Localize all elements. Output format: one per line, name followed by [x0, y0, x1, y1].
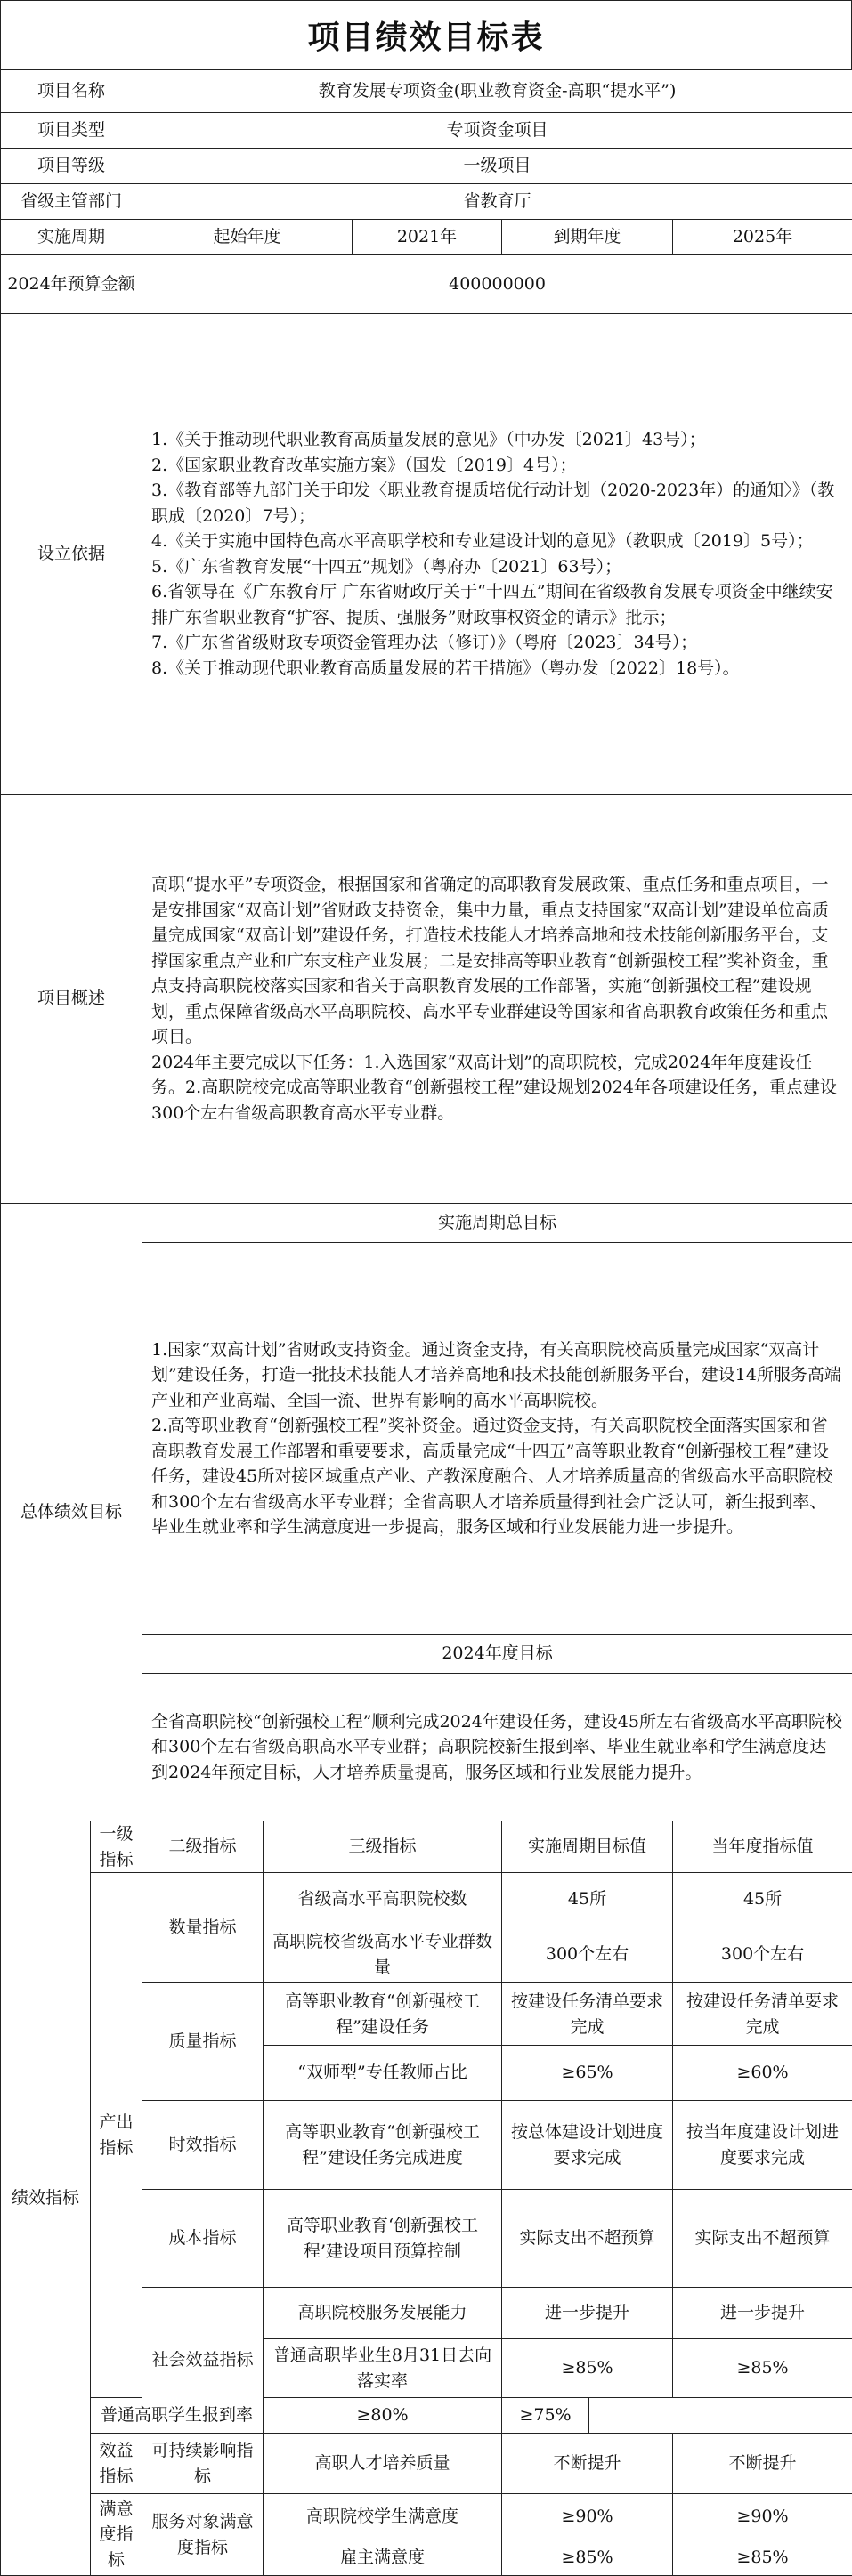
- table-row-period: 按建设任务清单要求完成: [502, 1983, 673, 2046]
- project-name-value: 教育发展专项资金(职业教育资金-高职“提水平”): [142, 70, 852, 113]
- table-row-year: 45所: [673, 1873, 852, 1926]
- period-goal-text: 1.国家“双高计划”省财政支持资金。通过资金支持，有关高职院校高质量完成国家“双高计划”建设任务，打造一批技术技能人才培养高地和技术技能创新服务平台，建设14所服务高端产业和产业高端、全国一流、世界有影响的高水平高职院校。 2.高等职业教育“创新强校工程”奖补资金。通过资金支持，有关高职院校全面落实国家和省高职教育发展工作部署和重要要求，高质量完成“十四五”高等职业教育“创新强校工程”建设任务，建设45所对接区域重点产业、产教深度融合、人才培养质量高的省级高水平高职院校和300个左右省级高水平专业群；全省高职人才培养质量得到社会广泛认可，新生报到率、毕业生就业率和学生满意度进一步提高，服务区域和行业发展能力进一步提升。: [142, 1243, 852, 1635]
- project-type-label: 项目类型: [1, 113, 142, 149]
- overview-label: 项目概述: [1, 795, 142, 1204]
- table-row-period: 300个左右: [502, 1926, 673, 1983]
- header-year-value: 当年度指标值: [673, 1821, 852, 1873]
- department-label: 省级主管部门: [1, 184, 142, 220]
- table-row-l3: 普通高职毕业生8月31日去向落实率: [264, 2339, 502, 2398]
- table-row-year: 按建设任务清单要求完成: [673, 1983, 852, 2046]
- department-value: 省教育厅: [142, 184, 852, 220]
- time-indicator-label: 时效指标: [142, 2101, 264, 2190]
- social-benefit-label: 社会效益指标: [142, 2288, 264, 2434]
- period-label: 实施周期: [1, 220, 142, 255]
- table-row-year: ≥60%: [673, 2046, 852, 2101]
- budget-label: 2024年预算金额: [1, 255, 142, 314]
- table-row-l3: 雇主满意度: [264, 2540, 502, 2576]
- target-table: [0, 69, 852, 2576]
- overall-goal-label: 总体绩效目标: [1, 1204, 142, 1821]
- table-row-l3: 省级高水平高职院校数: [264, 1873, 502, 1926]
- basis-text: 1.《关于推动现代职业教育高质量发展的意见》（中办发〔2021〕43号）； 2.《国家职业教育改革实施方案》（国发〔2019〕4号）； 3.《教育部等九部门关于印发〈职业教育提质培优行动计划（2020-2023年）的通知〉》（教职成〔2020〕7号）； 4.《关于实施中国特色高水平高职学校和专业建设计划的意见》（教职成〔2019〕5号）； 5.《广东省教育发展“十四五”规划》（粤府办〔2021〕63号）； 6.省领导在《广东教育厅 广东省财政厅关于“十四五”期间在省级教育发展专项资金中继续安排广东省职业教育“扩容、提质、强服务”财政事权资金的请示》批示； 7.《广东省省级财政专项资金管理办法（修订）》（粤府〔2023〕34号）； 8.《关于推动现代职业教育高质量发展的若干措施》（粤办发〔2022〕18号）。: [142, 314, 852, 795]
- table-row-year: ≥85%: [673, 2339, 852, 2398]
- table-row-year: 300个左右: [673, 1926, 852, 1983]
- table-row-l3: 普通高职学生报到率: [91, 2398, 264, 2434]
- table-row-l3: 高等职业教育“创新强校工程”建设任务完成进度: [264, 2101, 502, 2190]
- indicators-label: 绩效指标: [1, 1821, 91, 2576]
- period-goal-heading: 实施周期总目标: [142, 1204, 852, 1243]
- table-row-year: ≥90%: [673, 2494, 852, 2540]
- budget-value: 400000000: [142, 255, 852, 314]
- project-name-label: 项目名称: [1, 70, 142, 113]
- table-row-period: ≥90%: [502, 2494, 673, 2540]
- table-row-year: 实际支出不超预算: [673, 2190, 852, 2288]
- overview-text: 高职“提水平”专项资金，根据国家和省确定的高职教育发展政策、重点任务和重点项目，一是安排国家“双高计划”省财政支持资金，集中力量，重点支持国家“双高计划”建设单位高质量完成国家“双高计划”建设任务，打造技术技能人才培养高地和技术技能创新服务平台，支撑国家重点产业和广东支柱产业发展；二是安排高等职业教育“创新强校工程”奖补资金，重点支持高职院校落实国家和省关于高职教育发展的工作部署，实施“创新强校工程”建设规划，重点保障省级高水平高职院校、高水平专业群建设等国家和省高职教育政策任务和重点项目。 2024年主要完成以下任务：1.入选国家“双高计划”的高职院校，完成2024年年度建设任务。2.高职院校完成高等职业教育“创新强校工程”建设规划2024年各项建设任务，重点建设300个左右省级高职教育高水平专业群。: [142, 795, 852, 1204]
- end-year-label: 到期年度: [502, 220, 673, 255]
- year-goal-text: 全省高职院校“创新强校工程”顺利完成2024年建设任务，建设45所左右省级高水平高职院校和300个左右省级高职高水平专业群；高职院校新生报到率、毕业生就业率和学生满意度达到2024年预定目标，人才培养质量提高，服务区域和行业发展能力提升。: [142, 1674, 852, 1821]
- header-level1: 一级指标: [91, 1821, 142, 1873]
- table-row-period: ≥85%: [502, 2540, 673, 2576]
- table-row-l3: 高等职业教育“创新强校工程”建设任务: [264, 1983, 502, 2046]
- header-level2: 二级指标: [142, 1821, 264, 1873]
- table-row-year: 按当年度建设计划进度要求完成: [673, 2101, 852, 2190]
- header-level3: 三级指标: [264, 1821, 502, 1873]
- table-row-l3: 高等职业教育‘创新强校工程’建设项目预算控制: [264, 2190, 502, 2288]
- year-goal-heading: 2024年度目标: [142, 1635, 852, 1674]
- project-level-label: 项目等级: [1, 149, 142, 184]
- sustain-indicator-label: 可持续影响指标: [142, 2434, 264, 2494]
- table-row-l3: 高职院校学生满意度: [264, 2494, 502, 2540]
- table-row-period: ≥80%: [264, 2398, 502, 2434]
- satisfaction-indicator-label: 满意度指标: [91, 2494, 142, 2576]
- benefit-indicator-label: 效益指标: [91, 2434, 142, 2494]
- basis-label: 设立依据: [1, 314, 142, 795]
- project-type-value: 专项资金项目: [142, 113, 852, 149]
- output-indicator-label: 产出指标: [91, 1873, 142, 2398]
- quantity-indicator-label: 数量指标: [142, 1873, 264, 1983]
- document-title: 项目绩效目标表: [0, 0, 852, 69]
- table-row-l3: 高职院校服务发展能力: [264, 2288, 502, 2339]
- table-row-period: 45所: [502, 1873, 673, 1926]
- start-year-value: 2021年: [353, 220, 502, 255]
- table-row-period: ≥65%: [502, 2046, 673, 2101]
- table-row-period: 实际支出不超预算: [502, 2190, 673, 2288]
- end-year-value: 2025年: [673, 220, 852, 255]
- cost-indicator-label: 成本指标: [142, 2190, 264, 2288]
- quality-indicator-label: 质量指标: [142, 1983, 264, 2101]
- table-row-l3: “双师型”专任教师占比: [264, 2046, 502, 2101]
- table-row-period: ≥85%: [502, 2339, 673, 2398]
- table-row-year: ≥85%: [673, 2540, 852, 2576]
- header-period-value: 实施周期目标值: [502, 1821, 673, 1873]
- table-row-l3: 高职院校省级高水平专业群数量: [264, 1926, 502, 1983]
- table-row-year: 不断提升: [673, 2434, 852, 2494]
- table-row-year: ≥75%: [502, 2398, 589, 2434]
- start-year-label: 起始年度: [142, 220, 353, 255]
- project-level-value: 一级项目: [142, 149, 852, 184]
- table-row-year: 进一步提升: [673, 2288, 852, 2339]
- service-satisfaction-label: 服务对象满意度指标: [142, 2494, 264, 2576]
- table-row-period: 按总体建设计划进度要求完成: [502, 2101, 673, 2190]
- table-row-period: 进一步提升: [502, 2288, 673, 2339]
- table-row-period: 不断提升: [502, 2434, 673, 2494]
- table-row-l3: 高职人才培养质量: [264, 2434, 502, 2494]
